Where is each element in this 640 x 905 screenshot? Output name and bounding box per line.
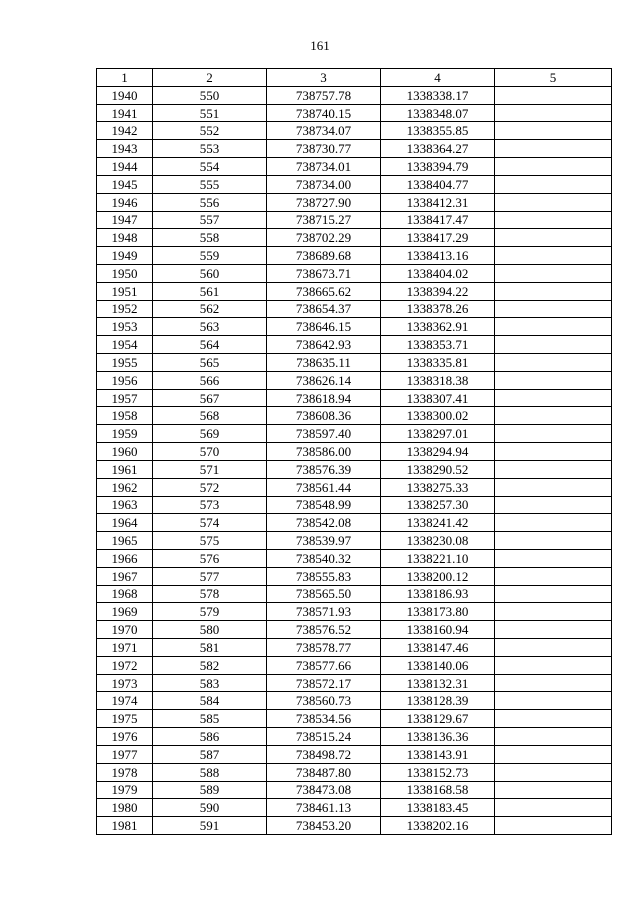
point-number-cell: 558 <box>153 229 267 247</box>
point-number-cell: 584 <box>153 692 267 710</box>
point-number-cell: 582 <box>153 656 267 674</box>
y-coordinate-cell: 1338173.80 <box>381 603 495 621</box>
table-row <box>97 532 612 550</box>
x-coordinate-cell: 738555.83 <box>267 567 381 585</box>
row-index-cell: 1954 <box>97 336 153 354</box>
point-number-cell: 587 <box>153 745 267 763</box>
point-number-cell: 560 <box>153 264 267 282</box>
row-index-cell: 1957 <box>97 389 153 407</box>
row-index-cell: 1967 <box>97 567 153 585</box>
y-coordinate-cell: 1338355.85 <box>381 122 495 140</box>
table-row <box>97 692 612 710</box>
table-row <box>97 674 612 692</box>
point-number-cell: 577 <box>153 567 267 585</box>
y-coordinate-cell: 1338202.16 <box>381 817 495 835</box>
note-cell <box>495 656 612 674</box>
table-row <box>97 175 612 193</box>
table-row <box>97 514 612 532</box>
row-index-cell: 1969 <box>97 603 153 621</box>
row-index-cell: 1961 <box>97 460 153 478</box>
y-coordinate-cell: 1338200.12 <box>381 567 495 585</box>
note-cell <box>495 229 612 247</box>
x-coordinate-cell: 738515.24 <box>267 728 381 746</box>
point-number-cell: 580 <box>153 621 267 639</box>
x-coordinate-cell: 738473.08 <box>267 781 381 799</box>
column-header-2: 2 <box>153 69 267 87</box>
y-coordinate-cell: 1338290.52 <box>381 460 495 478</box>
note-cell <box>495 247 612 265</box>
row-index-cell: 1978 <box>97 763 153 781</box>
y-coordinate-cell: 1338132.31 <box>381 674 495 692</box>
point-number-cell: 559 <box>153 247 267 265</box>
row-index-cell: 1972 <box>97 656 153 674</box>
row-index-cell: 1950 <box>97 264 153 282</box>
note-cell <box>495 799 612 817</box>
note-cell <box>495 603 612 621</box>
table-row <box>97 585 612 603</box>
y-coordinate-cell: 1338413.16 <box>381 247 495 265</box>
x-coordinate-cell: 738572.17 <box>267 674 381 692</box>
table-row <box>97 122 612 140</box>
note-cell <box>495 318 612 336</box>
y-coordinate-cell: 1338230.08 <box>381 532 495 550</box>
x-coordinate-cell: 738673.71 <box>267 264 381 282</box>
row-index-cell: 1948 <box>97 229 153 247</box>
table-row <box>97 478 612 496</box>
row-index-cell: 1960 <box>97 443 153 461</box>
y-coordinate-cell: 1338294.94 <box>381 443 495 461</box>
x-coordinate-cell: 738734.07 <box>267 122 381 140</box>
note-cell <box>495 514 612 532</box>
row-index-cell: 1959 <box>97 425 153 443</box>
table-row <box>97 354 612 372</box>
table-header <box>97 69 612 87</box>
y-coordinate-cell: 1338257.30 <box>381 496 495 514</box>
point-number-cell: 557 <box>153 211 267 229</box>
point-number-cell: 568 <box>153 407 267 425</box>
table-row <box>97 318 612 336</box>
table-row <box>97 817 612 835</box>
note-cell <box>495 478 612 496</box>
table-row <box>97 389 612 407</box>
x-coordinate-cell: 738586.00 <box>267 443 381 461</box>
x-coordinate-cell: 738715.27 <box>267 211 381 229</box>
x-coordinate-cell: 738561.44 <box>267 478 381 496</box>
row-index-cell: 1940 <box>97 86 153 104</box>
x-coordinate-cell: 738646.15 <box>267 318 381 336</box>
row-index-cell: 1946 <box>97 193 153 211</box>
table-row <box>97 371 612 389</box>
x-coordinate-cell: 738577.66 <box>267 656 381 674</box>
y-coordinate-cell: 1338318.38 <box>381 371 495 389</box>
note-cell <box>495 389 612 407</box>
point-number-cell: 574 <box>153 514 267 532</box>
x-coordinate-cell: 738642.93 <box>267 336 381 354</box>
y-coordinate-cell: 1338128.39 <box>381 692 495 710</box>
row-index-cell: 1965 <box>97 532 153 550</box>
row-index-cell: 1943 <box>97 140 153 158</box>
row-index-cell: 1970 <box>97 621 153 639</box>
note-cell <box>495 300 612 318</box>
x-coordinate-cell: 738461.13 <box>267 799 381 817</box>
table-row <box>97 710 612 728</box>
note-cell <box>495 175 612 193</box>
x-coordinate-cell: 738571.93 <box>267 603 381 621</box>
note-cell <box>495 371 612 389</box>
point-number-cell: 555 <box>153 175 267 193</box>
point-number-cell: 563 <box>153 318 267 336</box>
y-coordinate-cell: 1338297.01 <box>381 425 495 443</box>
note-cell <box>495 745 612 763</box>
y-coordinate-cell: 1338364.27 <box>381 140 495 158</box>
x-coordinate-cell: 738487.80 <box>267 763 381 781</box>
row-index-cell: 1952 <box>97 300 153 318</box>
note-cell <box>495 763 612 781</box>
table-row <box>97 407 612 425</box>
row-index-cell: 1979 <box>97 781 153 799</box>
table-row <box>97 336 612 354</box>
point-number-cell: 553 <box>153 140 267 158</box>
x-coordinate-cell: 738608.36 <box>267 407 381 425</box>
note-cell <box>495 104 612 122</box>
x-coordinate-cell: 738654.37 <box>267 300 381 318</box>
table-row <box>97 621 612 639</box>
row-index-cell: 1955 <box>97 354 153 372</box>
table-row <box>97 425 612 443</box>
header-row <box>97 69 612 87</box>
y-coordinate-cell: 1338307.41 <box>381 389 495 407</box>
x-coordinate-cell: 738498.72 <box>267 745 381 763</box>
note-cell <box>495 639 612 657</box>
row-index-cell: 1951 <box>97 282 153 300</box>
row-index-cell: 1966 <box>97 549 153 567</box>
y-coordinate-cell: 1338160.94 <box>381 621 495 639</box>
y-coordinate-cell: 1338241.42 <box>381 514 495 532</box>
table-row <box>97 282 612 300</box>
row-index-cell: 1981 <box>97 817 153 835</box>
point-number-cell: 554 <box>153 158 267 176</box>
page-number: 161 <box>310 38 330 53</box>
coordinates-table <box>96 68 612 835</box>
table-row <box>97 158 612 176</box>
point-number-cell: 561 <box>153 282 267 300</box>
row-index-cell: 1980 <box>97 799 153 817</box>
table-row <box>97 745 612 763</box>
note-cell <box>495 193 612 211</box>
point-number-cell: 591 <box>153 817 267 835</box>
table-row <box>97 104 612 122</box>
table-row <box>97 567 612 585</box>
point-number-cell: 575 <box>153 532 267 550</box>
x-coordinate-cell: 738542.08 <box>267 514 381 532</box>
row-index-cell: 1963 <box>97 496 153 514</box>
point-number-cell: 567 <box>153 389 267 407</box>
table-row <box>97 86 612 104</box>
y-coordinate-cell: 1338362.91 <box>381 318 495 336</box>
note-cell <box>495 407 612 425</box>
row-index-cell: 1974 <box>97 692 153 710</box>
y-coordinate-cell: 1338338.17 <box>381 86 495 104</box>
point-number-cell: 583 <box>153 674 267 692</box>
table-row <box>97 460 612 478</box>
note-cell <box>495 460 612 478</box>
note-cell <box>495 496 612 514</box>
note-cell <box>495 86 612 104</box>
x-coordinate-cell: 738734.00 <box>267 175 381 193</box>
x-coordinate-cell: 738740.15 <box>267 104 381 122</box>
note-cell <box>495 443 612 461</box>
x-coordinate-cell: 738453.20 <box>267 817 381 835</box>
table-row <box>97 799 612 817</box>
row-index-cell: 1977 <box>97 745 153 763</box>
point-number-cell: 571 <box>153 460 267 478</box>
table-row <box>97 211 612 229</box>
note-cell <box>495 158 612 176</box>
note-cell <box>495 692 612 710</box>
y-coordinate-cell: 1338147.46 <box>381 639 495 657</box>
note-cell <box>495 282 612 300</box>
row-index-cell: 1944 <box>97 158 153 176</box>
point-number-cell: 550 <box>153 86 267 104</box>
table-row <box>97 247 612 265</box>
y-coordinate-cell: 1338129.67 <box>381 710 495 728</box>
x-coordinate-cell: 738560.73 <box>267 692 381 710</box>
x-coordinate-cell: 738727.90 <box>267 193 381 211</box>
y-coordinate-cell: 1338412.31 <box>381 193 495 211</box>
note-cell <box>495 567 612 585</box>
row-index-cell: 1958 <box>97 407 153 425</box>
point-number-cell: 566 <box>153 371 267 389</box>
x-coordinate-cell: 738689.68 <box>267 247 381 265</box>
point-number-cell: 586 <box>153 728 267 746</box>
note-cell <box>495 122 612 140</box>
note-cell <box>495 354 612 372</box>
y-coordinate-cell: 1338404.02 <box>381 264 495 282</box>
table-row <box>97 781 612 799</box>
x-coordinate-cell: 738618.94 <box>267 389 381 407</box>
point-number-cell: 590 <box>153 799 267 817</box>
row-index-cell: 1941 <box>97 104 153 122</box>
x-coordinate-cell: 738576.52 <box>267 621 381 639</box>
table-row <box>97 496 612 514</box>
table-row <box>97 443 612 461</box>
y-coordinate-cell: 1338186.93 <box>381 585 495 603</box>
table-row <box>97 264 612 282</box>
point-number-cell: 552 <box>153 122 267 140</box>
row-index-cell: 1945 <box>97 175 153 193</box>
note-cell <box>495 817 612 835</box>
point-number-cell: 556 <box>153 193 267 211</box>
y-coordinate-cell: 1338143.91 <box>381 745 495 763</box>
table-row <box>97 229 612 247</box>
y-coordinate-cell: 1338404.77 <box>381 175 495 193</box>
table-row <box>97 603 612 621</box>
table-row <box>97 140 612 158</box>
table-row <box>97 728 612 746</box>
note-cell <box>495 425 612 443</box>
y-coordinate-cell: 1338335.81 <box>381 354 495 372</box>
note-cell <box>495 336 612 354</box>
x-coordinate-cell: 738597.40 <box>267 425 381 443</box>
row-index-cell: 1953 <box>97 318 153 336</box>
point-number-cell: 579 <box>153 603 267 621</box>
x-coordinate-cell: 738565.50 <box>267 585 381 603</box>
row-index-cell: 1968 <box>97 585 153 603</box>
x-coordinate-cell: 738635.11 <box>267 354 381 372</box>
table-row <box>97 193 612 211</box>
y-coordinate-cell: 1338378.26 <box>381 300 495 318</box>
x-coordinate-cell: 738578.77 <box>267 639 381 657</box>
column-header-1: 1 <box>97 69 153 87</box>
note-cell <box>495 549 612 567</box>
row-index-cell: 1975 <box>97 710 153 728</box>
column-header-5: 5 <box>495 69 612 87</box>
table-row <box>97 549 612 567</box>
note-cell <box>495 264 612 282</box>
column-header-4: 4 <box>381 69 495 87</box>
y-coordinate-cell: 1338394.79 <box>381 158 495 176</box>
point-number-cell: 576 <box>153 549 267 567</box>
point-number-cell: 573 <box>153 496 267 514</box>
x-coordinate-cell: 738665.62 <box>267 282 381 300</box>
x-coordinate-cell: 738730.77 <box>267 140 381 158</box>
point-number-cell: 569 <box>153 425 267 443</box>
note-cell <box>495 211 612 229</box>
row-index-cell: 1971 <box>97 639 153 657</box>
point-number-cell: 581 <box>153 639 267 657</box>
y-coordinate-cell: 1338221.10 <box>381 549 495 567</box>
point-number-cell: 564 <box>153 336 267 354</box>
point-number-cell: 578 <box>153 585 267 603</box>
x-coordinate-cell: 738540.32 <box>267 549 381 567</box>
y-coordinate-cell: 1338275.33 <box>381 478 495 496</box>
point-number-cell: 562 <box>153 300 267 318</box>
x-coordinate-cell: 738548.99 <box>267 496 381 514</box>
row-index-cell: 1976 <box>97 728 153 746</box>
x-coordinate-cell: 738576.39 <box>267 460 381 478</box>
x-coordinate-cell: 738757.78 <box>267 86 381 104</box>
row-index-cell: 1973 <box>97 674 153 692</box>
column-header-3: 3 <box>267 69 381 87</box>
y-coordinate-cell: 1338300.02 <box>381 407 495 425</box>
y-coordinate-cell: 1338152.73 <box>381 763 495 781</box>
note-cell <box>495 532 612 550</box>
note-cell <box>495 781 612 799</box>
x-coordinate-cell: 738702.29 <box>267 229 381 247</box>
point-number-cell: 570 <box>153 443 267 461</box>
note-cell <box>495 710 612 728</box>
note-cell <box>495 585 612 603</box>
point-number-cell: 572 <box>153 478 267 496</box>
point-number-cell: 551 <box>153 104 267 122</box>
y-coordinate-cell: 1338140.06 <box>381 656 495 674</box>
point-number-cell: 589 <box>153 781 267 799</box>
y-coordinate-cell: 1338136.36 <box>381 728 495 746</box>
table-row <box>97 656 612 674</box>
note-cell <box>495 621 612 639</box>
table-row <box>97 300 612 318</box>
point-number-cell: 588 <box>153 763 267 781</box>
y-coordinate-cell: 1338183.45 <box>381 799 495 817</box>
x-coordinate-cell: 738626.14 <box>267 371 381 389</box>
point-number-cell: 585 <box>153 710 267 728</box>
row-index-cell: 1964 <box>97 514 153 532</box>
table-row <box>97 763 612 781</box>
note-cell <box>495 728 612 746</box>
row-index-cell: 1962 <box>97 478 153 496</box>
table-body <box>97 86 612 834</box>
table-row <box>97 639 612 657</box>
y-coordinate-cell: 1338348.07 <box>381 104 495 122</box>
y-coordinate-cell: 1338168.58 <box>381 781 495 799</box>
point-number-cell: 565 <box>153 354 267 372</box>
y-coordinate-cell: 1338417.29 <box>381 229 495 247</box>
row-index-cell: 1956 <box>97 371 153 389</box>
note-cell <box>495 140 612 158</box>
y-coordinate-cell: 1338417.47 <box>381 211 495 229</box>
row-index-cell: 1947 <box>97 211 153 229</box>
note-cell <box>495 674 612 692</box>
y-coordinate-cell: 1338394.22 <box>381 282 495 300</box>
y-coordinate-cell: 1338353.71 <box>381 336 495 354</box>
x-coordinate-cell: 738734.01 <box>267 158 381 176</box>
row-index-cell: 1942 <box>97 122 153 140</box>
x-coordinate-cell: 738539.97 <box>267 532 381 550</box>
row-index-cell: 1949 <box>97 247 153 265</box>
x-coordinate-cell: 738534.56 <box>267 710 381 728</box>
